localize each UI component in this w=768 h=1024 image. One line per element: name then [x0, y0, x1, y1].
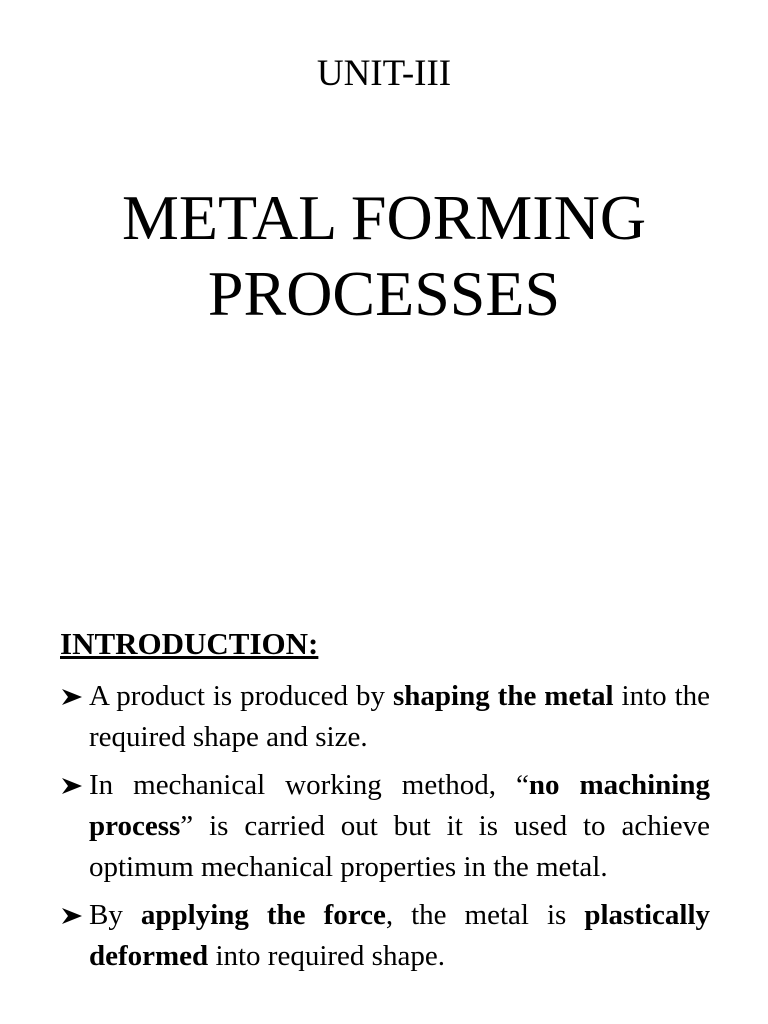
bullet-text: A product is produced by	[89, 680, 393, 712]
bullet-text: into the required shape and size.	[89, 680, 711, 753]
title-line-2: PROCESSES	[207, 258, 561, 329]
bullet-text: In mechanical working method, “	[89, 769, 529, 801]
intro-heading: INTRODUCTION:	[60, 626, 319, 661]
bullet-bold-text: no machining process	[89, 769, 710, 842]
page-title	[0, 180, 768, 332]
arrow-bullet-icon	[60, 777, 84, 795]
bullet-list	[60, 676, 710, 984]
bullet-text: into required shape.	[208, 940, 445, 972]
title-line-1: METAL FORMING	[121, 182, 647, 253]
bullet-text: By	[89, 899, 141, 931]
list-item	[60, 765, 710, 888]
bullet-bold-text: shaping the metal	[392, 680, 614, 712]
bullet-bold-text: applying the force	[140, 899, 386, 931]
bullet-text: ” is carried out but it is used to achieve optimum mechanical properties in the metal.	[89, 810, 710, 883]
list-item	[60, 895, 710, 977]
bullet-bold-text: plastically deformed	[89, 899, 711, 972]
unit-label: UNIT-III	[316, 53, 452, 94]
arrow-bullet-icon	[60, 688, 84, 706]
bullet-text: , the metal is	[385, 899, 585, 931]
arrow-bullet-icon	[60, 907, 84, 925]
list-item	[60, 676, 710, 758]
